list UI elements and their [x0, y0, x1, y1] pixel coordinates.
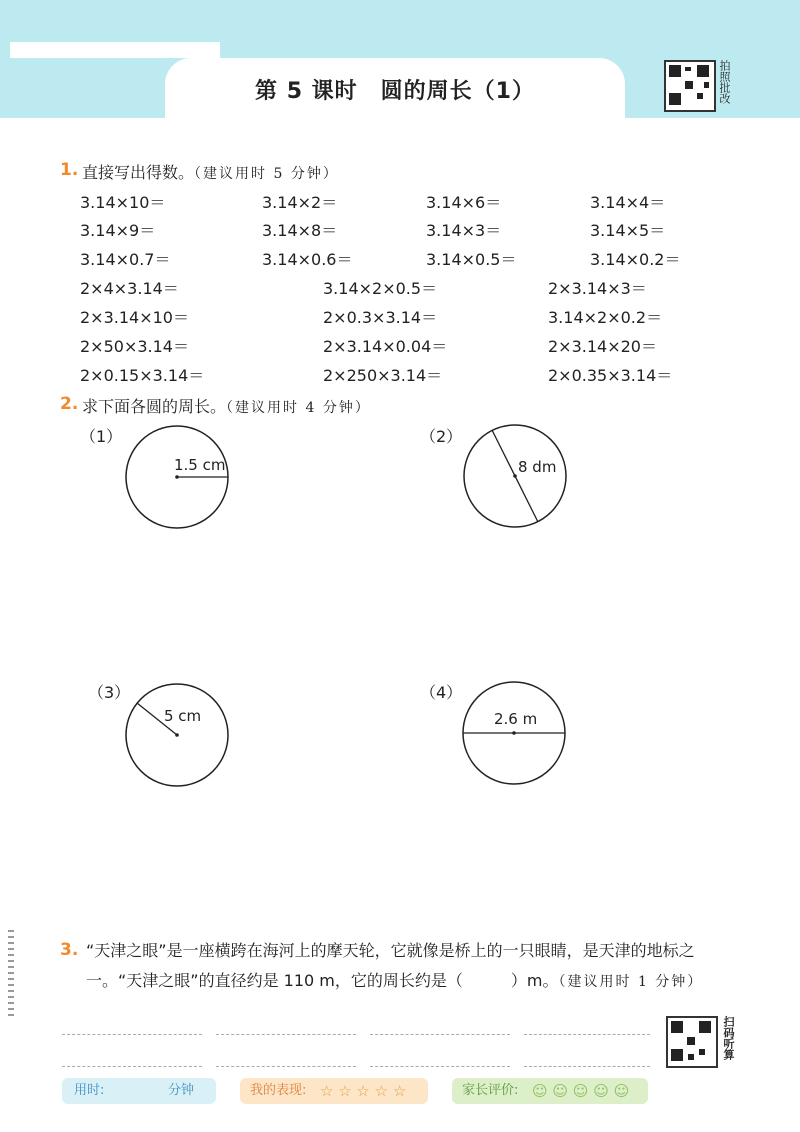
calc-item: 2×0.15×3.14＝ — [80, 366, 205, 385]
circle-3-figure — [122, 680, 234, 790]
circle-2-figure — [458, 422, 574, 532]
calc-item: 2×4×3.14＝ — [80, 279, 179, 298]
circle-2-diameter: 8 dm — [518, 458, 557, 476]
q2-prompt: 求下面各圆的周长。 — [82, 397, 227, 416]
calc-item: 3.14×8＝ — [262, 221, 338, 240]
margin-marks — [8, 930, 14, 1020]
qr-top-label: 拍照批改 — [718, 60, 731, 104]
calc-item: 2×50×3.14＝ — [80, 337, 189, 356]
q3-text-1: “天津之眼”是一座横跨在海河上的摩天轮，它就像是桥上的一只眼睛，是天津的地标之一。“天津之眼”的直径约是 110 m，它的周长约是（ — [86, 941, 695, 990]
calc-item: 2×0.3×3.14＝ — [323, 308, 438, 327]
calc-item: 2×3.14×3＝ — [548, 279, 647, 298]
calc-item: 3.14×2×0.2＝ — [548, 308, 663, 327]
q3-text — [86, 936, 750, 997]
calc-item: 2×0.35×3.14＝ — [548, 366, 673, 385]
circle-3-radius: 5 cm — [164, 707, 202, 725]
answer-line[interactable] — [524, 1034, 650, 1035]
circle-1-figure — [120, 422, 236, 538]
answer-line[interactable] — [216, 1066, 356, 1067]
calc-item: 3.14×2×0.5＝ — [323, 279, 438, 298]
calc-item: 3.14×10＝ — [80, 193, 166, 212]
answer-blank[interactable] — [463, 971, 511, 990]
q3-hint: （建议用时 1 分钟） — [558, 974, 704, 990]
calc-item: 2×3.14×20＝ — [548, 337, 657, 356]
q2-item-3-label: （3） — [88, 683, 131, 702]
answer-line[interactable] — [216, 1034, 356, 1035]
calc-item: 3.14×2＝ — [262, 193, 338, 212]
performance-label: 我的表现: — [250, 1083, 307, 1098]
answer-line[interactable] — [370, 1066, 510, 1067]
calc-item: 3.14×9＝ — [80, 221, 156, 240]
time-box — [62, 1078, 216, 1104]
star-rating[interactable]: ☆ ☆ ☆ ☆ ☆ — [320, 1082, 407, 1100]
q2-number: 2. — [60, 394, 79, 414]
circle-4-figure — [459, 680, 571, 790]
calc-item: 3.14×0.2＝ — [590, 250, 681, 269]
calc-item: 3.14×0.5＝ — [426, 250, 517, 269]
page-title: 第 5 课时 圆的周长（1） — [255, 79, 535, 104]
header-strip — [10, 42, 220, 58]
time-unit: 分钟 — [168, 1083, 195, 1098]
qr-bottom-label: 扫码听算 — [722, 1016, 735, 1060]
answer-line[interactable] — [370, 1034, 510, 1035]
performance-box — [240, 1078, 428, 1104]
q1-text — [82, 160, 339, 183]
calc-item: 3.14×0.6＝ — [262, 250, 353, 269]
calc-item: 2×3.14×0.04＝ — [323, 337, 448, 356]
answer-line[interactable] — [62, 1066, 202, 1067]
circle-4-diameter: 2.6 m — [494, 710, 538, 728]
parent-label: 家长评价: — [462, 1083, 519, 1098]
q2-item-4-label: （4） — [420, 683, 463, 702]
qr-code-icon[interactable] — [664, 60, 716, 112]
calc-item: 2×3.14×10＝ — [80, 308, 189, 327]
q1-number: 1. — [60, 160, 79, 180]
q2-item-1-label: （1） — [80, 427, 123, 446]
q3-number: 3. — [60, 940, 79, 960]
calc-item: 3.14×3＝ — [426, 221, 502, 240]
q1-hint: （建议用时 5 分钟） — [194, 166, 339, 182]
face-rating[interactable]: ☺ ☺ ☺ ☺ ☺ — [532, 1082, 630, 1100]
calc-item: 3.14×6＝ — [426, 193, 502, 212]
answer-line[interactable] — [524, 1066, 650, 1067]
calc-item: 3.14×0.7＝ — [80, 250, 171, 269]
q3-text-2: ）m。 — [510, 971, 559, 990]
q2-text — [82, 394, 371, 417]
qr-code-icon[interactable] — [666, 1016, 718, 1068]
circle-1-radius: 1.5 cm — [174, 456, 226, 474]
calc-item: 3.14×5＝ — [590, 221, 666, 240]
time-label: 用时: — [74, 1083, 105, 1098]
q2-item-2-label: （2） — [420, 427, 463, 446]
answer-line[interactable] — [62, 1034, 202, 1035]
calc-item: 2×250×3.14＝ — [323, 366, 443, 385]
q1-prompt: 直接写出得数。 — [82, 163, 195, 182]
parent-review-box — [452, 1078, 648, 1104]
q2-hint: （建议用时 4 分钟） — [226, 400, 371, 416]
calc-item: 3.14×4＝ — [590, 193, 666, 212]
